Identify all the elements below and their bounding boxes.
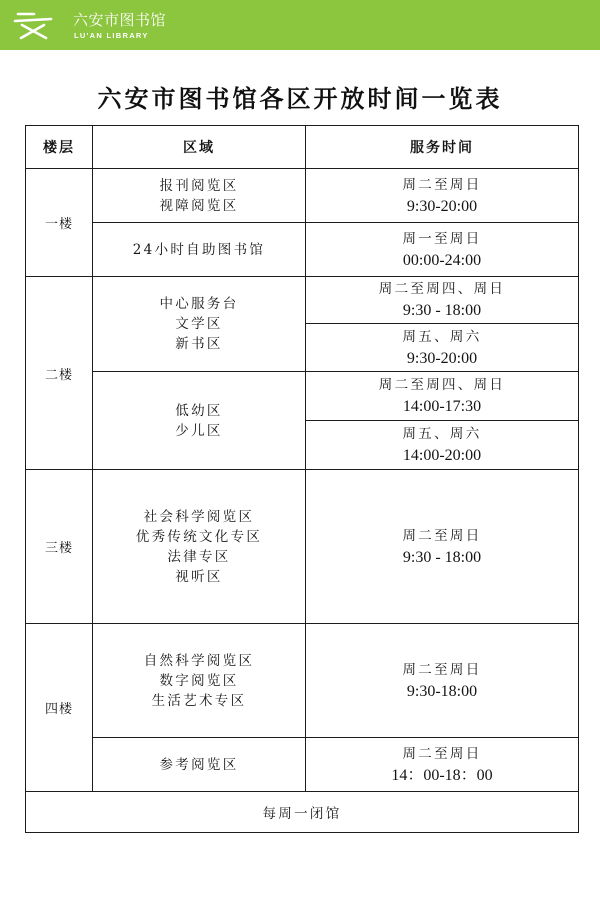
- hours-cell: [306, 624, 579, 738]
- header-floor: 楼层: [26, 126, 93, 169]
- floor-cell-4f: 四楼: [26, 624, 93, 792]
- closed-day-note: 每周一闭馆: [26, 792, 579, 833]
- hours-days: 周二至周四、周日: [378, 377, 506, 393]
- table-row: [26, 169, 579, 223]
- hours-time: 00:00-24:00: [402, 251, 482, 269]
- area-name: 中心服务台: [159, 296, 239, 312]
- hours-cell: [306, 738, 579, 792]
- area-cell: [93, 372, 306, 470]
- area-name: 少儿区: [175, 422, 223, 439]
- hours-time: 9:30-18:00: [406, 682, 478, 700]
- table-row: [26, 738, 579, 792]
- area-name: 报刊阅览区: [159, 177, 239, 194]
- area-name: 视听区: [175, 568, 223, 585]
- library-name-en: LU'AN LIBRARY: [74, 31, 149, 40]
- table-row: [26, 223, 579, 277]
- area-name: 优秀传统文化专区: [135, 528, 263, 545]
- table-row: [26, 470, 579, 624]
- area-name: 参考阅览区: [159, 756, 239, 773]
- hours-days: 周二至周日: [402, 527, 482, 544]
- area-name: 自然科学阅览区: [143, 652, 255, 669]
- area-cell: [93, 277, 306, 372]
- area-name: 24小时自助图书馆: [132, 241, 266, 258]
- hours-time: 14:00-20:00: [402, 447, 482, 464]
- library-logo-icon: [12, 8, 54, 42]
- area-cell: [93, 738, 306, 792]
- hours-cell: [306, 372, 579, 421]
- hours-cell: [306, 421, 579, 470]
- floor-cell-1f: 一楼: [26, 169, 93, 277]
- top-banner: [0, 0, 600, 50]
- hours-time: 9:30-20:00: [406, 197, 478, 215]
- hours-cell: [306, 277, 579, 324]
- hours-days: 周二至周四、周日: [378, 281, 506, 297]
- area-name: 低幼区: [175, 402, 223, 419]
- header-hours: 服务时间: [306, 126, 579, 169]
- hours-days: 周二至周日: [402, 661, 482, 678]
- area-cell: [93, 624, 306, 738]
- area-name: 视障阅览区: [159, 197, 239, 214]
- area-cell: [93, 223, 306, 277]
- hours-time: 14：00-18：00: [391, 766, 493, 784]
- table-row: [26, 624, 579, 738]
- area-cell: [93, 169, 306, 223]
- table-header-row: [26, 126, 579, 169]
- table-row: [26, 277, 579, 324]
- opening-hours-table: [25, 125, 579, 833]
- area-name: 数字阅览区: [159, 672, 239, 689]
- area-name: 社会科学阅览区: [143, 508, 255, 525]
- hours-cell: [306, 223, 579, 277]
- hours-cell: [306, 169, 579, 223]
- area-name: 法律专区: [167, 548, 231, 565]
- area-name: 新书区: [175, 336, 223, 352]
- header-area: 区域: [93, 126, 306, 169]
- area-cell: [93, 470, 306, 624]
- hours-cell: [306, 324, 579, 372]
- hours-days: 周五、周六: [402, 426, 482, 442]
- hours-cell: [306, 470, 579, 624]
- library-name-cn: 六安市图书馆: [73, 11, 167, 29]
- hours-time: 9:30-20:00: [406, 349, 478, 367]
- hours-time: 9:30 - 18:00: [402, 548, 482, 566]
- area-name: 生活艺术专区: [151, 692, 247, 709]
- hours-days: 周五、周六: [402, 328, 482, 345]
- table-footer-row: [26, 792, 579, 833]
- hours-days: 周二至周日: [402, 745, 482, 762]
- floor-cell-3f: 三楼: [26, 470, 93, 624]
- page-title: 六安市图书馆各区开放时间一览表: [97, 85, 503, 113]
- hours-days: 周二至周日: [402, 176, 482, 193]
- table-row: [26, 372, 579, 421]
- hours-time: 9:30 - 18:00: [402, 302, 482, 319]
- floor-cell-2f: 二楼: [26, 277, 93, 470]
- hours-days: 周一至周日: [402, 230, 482, 247]
- hours-time: 14:00-17:30: [402, 398, 482, 415]
- area-name: 文学区: [175, 316, 223, 332]
